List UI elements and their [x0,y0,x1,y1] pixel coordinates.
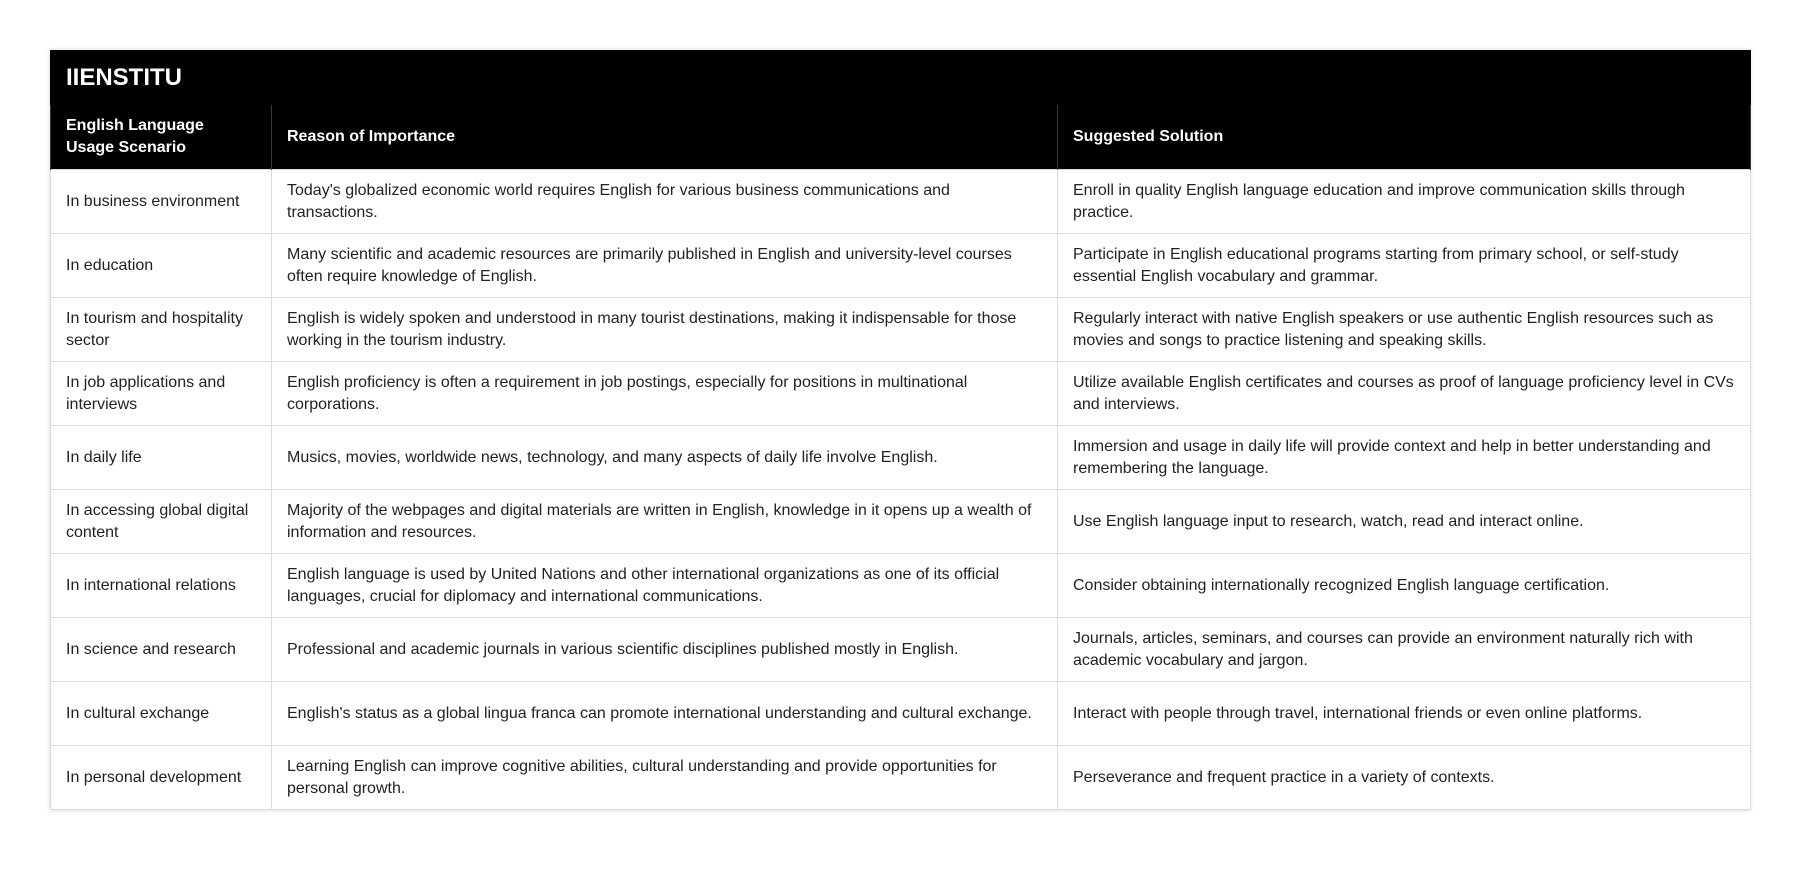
header-solution: Suggested Solution [1058,105,1751,170]
cell-reason: English proficiency is often a requirement in job postings, especially for positions in multinational corporations. [272,362,1058,426]
table-row [51,170,1751,234]
cell-solution: Consider obtaining internationally recognized English language certification. [1058,554,1751,618]
cell-solution: Immersion and usage in daily life will provide context and help in better understanding and remembering the language. [1058,426,1751,490]
cell-solution: Use English language input to research, watch, read and interact online. [1058,490,1751,554]
table-title: IIENSTITU [51,51,1751,105]
cell-scenario: In education [51,234,272,298]
cell-scenario: In job applications and interviews [51,362,272,426]
table-row [51,426,1751,490]
table-container [50,50,1750,810]
cell-solution: Participate in English educational programs starting from primary school, or self-study essential English vocabulary and grammar. [1058,234,1751,298]
cell-scenario: In accessing global digital content [51,490,272,554]
cell-scenario: In personal development [51,746,272,810]
header-scenario: English Language Usage Scenario [51,105,272,170]
cell-reason: Learning English can improve cognitive abilities, cultural understanding and provide opportunities for personal growth. [272,746,1058,810]
table-row [51,362,1751,426]
cell-scenario: In cultural exchange [51,682,272,746]
table-row [51,298,1751,362]
importance-table [50,50,1751,810]
table-row [51,682,1751,746]
title-row [51,51,1751,105]
header-row [51,105,1751,170]
cell-scenario: In daily life [51,426,272,490]
table-row [51,746,1751,810]
cell-reason: English language is used by United Nations and other international organizations as one of its official languages, crucial for diplomacy and international communications. [272,554,1058,618]
cell-scenario: In business environment [51,170,272,234]
cell-reason: Many scientific and academic resources are primarily published in English and university-level courses often require knowledge of English. [272,234,1058,298]
cell-solution: Journals, articles, seminars, and courses can provide an environment naturally rich with academic vocabulary and jargon. [1058,618,1751,682]
cell-scenario: In tourism and hospitality sector [51,298,272,362]
cell-reason: English's status as a global lingua franca can promote international understanding and cultural exchange. [272,682,1058,746]
table-row [51,618,1751,682]
cell-solution: Interact with people through travel, international friends or even online platforms. [1058,682,1751,746]
cell-reason: Professional and academic journals in various scientific disciplines published mostly in English. [272,618,1058,682]
table-row [51,554,1751,618]
table-row [51,490,1751,554]
table-row [51,234,1751,298]
cell-scenario: In international relations [51,554,272,618]
cell-solution: Regularly interact with native English speakers or use authentic English resources such as movies and songs to practice listening and speaking skills. [1058,298,1751,362]
cell-solution: Enroll in quality English language education and improve communication skills through practice. [1058,170,1751,234]
cell-solution: Perseverance and frequent practice in a variety of contexts. [1058,746,1751,810]
cell-solution: Utilize available English certificates and courses as proof of language proficiency level in CVs and interviews. [1058,362,1751,426]
header-reason: Reason of Importance [272,105,1058,170]
cell-reason: Musics, movies, worldwide news, technology, and many aspects of daily life involve English. [272,426,1058,490]
cell-reason: Today's globalized economic world requires English for various business communications and transactions. [272,170,1058,234]
cell-reason: Majority of the webpages and digital materials are written in English, knowledge in it opens up a wealth of information and resources. [272,490,1058,554]
cell-scenario: In science and research [51,618,272,682]
cell-reason: English is widely spoken and understood in many tourist destinations, making it indispensable for those working in the tourism industry. [272,298,1058,362]
